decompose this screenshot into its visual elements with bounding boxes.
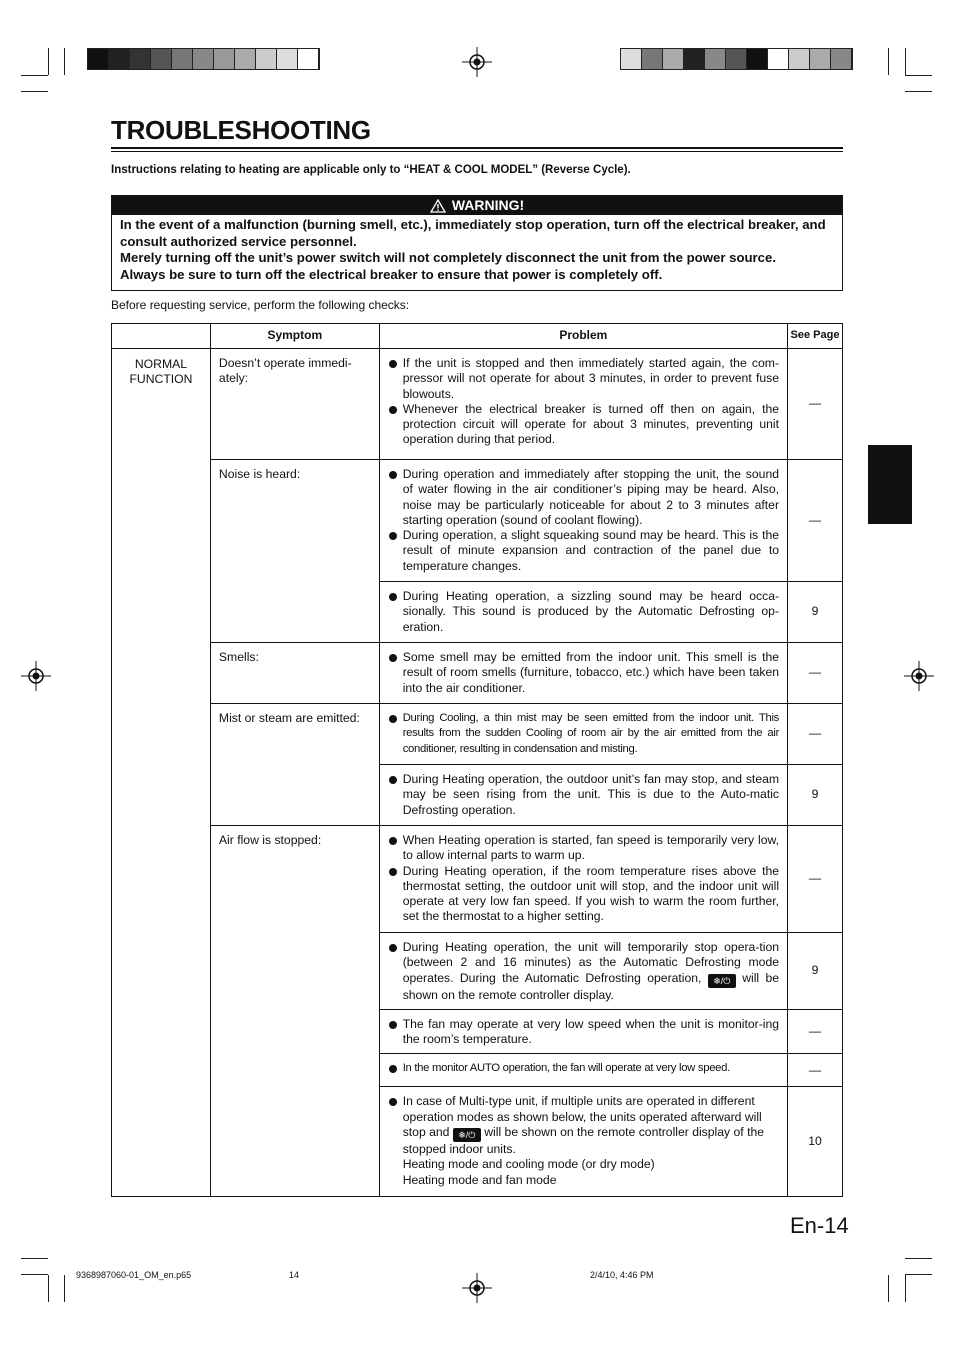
registration-mark-icon (462, 1273, 492, 1303)
problem-bullet: When Heating operation is started, fan speed is temporarily very low, to allow internal parts to warm up. (388, 833, 779, 864)
page-cell: — (788, 1009, 843, 1054)
category-cell: NORMAL FUNCTION (112, 349, 211, 1197)
crop-mark (21, 75, 48, 76)
problem-text: will be shown on the remote controller display. (402, 970, 780, 1002)
problem-text: will be shown on the remote controller display of the stopped indoor units. (402, 1125, 765, 1157)
problem-cell (379, 643, 787, 704)
troubleshooting-table (111, 323, 843, 1197)
defrost-indicator-icon: ❄/⏻ (708, 974, 736, 988)
page-title: TROUBLESHOOTING (111, 115, 371, 145)
problem-bullet (388, 1094, 779, 1157)
symptom-cell: Smells: (210, 643, 379, 704)
crop-mark (64, 48, 65, 75)
page-cell: — (788, 704, 843, 765)
symptom-cell: Mist or steam are emitted: (210, 704, 379, 826)
warning-triangle-icon (430, 199, 446, 213)
problem-bullet: The fan may operate at very low speed when the unit is monitor-ing the room’s temperature. (388, 1017, 779, 1048)
crop-mark (905, 75, 932, 76)
page-cell: — (788, 460, 843, 582)
page-cell: — (788, 643, 843, 704)
problem-bullet (388, 940, 779, 1003)
table-row (112, 643, 843, 704)
footer-date: 2/4/10, 4:46 PM (590, 1270, 654, 1280)
problem-cell (379, 1009, 787, 1054)
warning-line: In the event of a malfunction (burning smell, etc.), immediately stop operation, turn off the electrical breaker, and consult authorized service personnel. (120, 217, 826, 249)
page-cell: 9 (788, 765, 843, 826)
problem-bullet: During operation, a slight squeaking sound may be heard. This is the result of minute expansion and contraction of the panel due to temperature changes. (388, 528, 779, 574)
crop-mark (905, 1274, 932, 1275)
registration-mark-icon (21, 661, 51, 691)
problem-bullet: In the monitor AUTO operation, the fan will operate at very low speed. (388, 1061, 779, 1076)
title-rule-thin (111, 151, 843, 152)
crop-mark (48, 1275, 49, 1302)
crop-mark (905, 91, 932, 92)
problem-cell (379, 582, 787, 643)
symptom-cell: Noise is heard: (210, 460, 379, 643)
color-calibration-bar-right (620, 48, 853, 70)
before-service-text: Before requesting service, perform the following checks: (111, 298, 410, 312)
problem-cell (379, 933, 787, 1010)
warning-box (111, 195, 843, 291)
crop-mark (905, 48, 906, 75)
problem-text: During Heating operation, the unit will temporarily stop opera-tion (between 2 and 16 minutes) as the Automatic Defrosting mode operates. During the Automatic Defrosting operation, (402, 940, 780, 985)
problem-cell (379, 1087, 787, 1197)
warning-line: Always be sure to turn off the electrical breaker to ensure that power is completely off. (120, 266, 663, 282)
header-see-page: See Page (788, 324, 843, 349)
defrost-indicator-icon: ❄/⏻ (453, 1128, 481, 1142)
registration-mark-icon (904, 661, 934, 691)
page-cell: 10 (788, 1087, 843, 1197)
header-symptom: Symptom (210, 324, 379, 349)
warning-header (112, 196, 842, 215)
problem-bullet: During Heating operation, the outdoor unit’s fan may stop, and steam may be seen rising from the unit. This is due to the Auto-matic Defrosting operation. (388, 772, 779, 818)
page-cell: — (788, 349, 843, 460)
footer-file: 9368987060-01_OM_en.p65 (76, 1270, 192, 1280)
page-cell: 9 (788, 933, 843, 1010)
crop-mark (48, 48, 49, 75)
symptom-cell: Doesn’t operate immedi-ately: (210, 349, 379, 460)
page-cell: — (788, 1054, 843, 1087)
crop-mark (888, 1275, 889, 1302)
page-cell: — (788, 826, 843, 933)
header-problem: Problem (379, 324, 787, 349)
problem-bullet: During Heating operation, a sizzling sound may be heard occa-sionally. This sound is produced by the Automatic Defrosting op-eration. (388, 589, 779, 635)
crop-mark (21, 1274, 48, 1275)
crop-mark (905, 1258, 932, 1259)
problem-bullet: During operation and immediately after stopping the unit, the sound of water flowing in the air conditioner’s piping may be heard. Also, noise may be particularly noticeable for about 2 to 3 minutes after starting operation (sound of coolant flowing). (388, 467, 779, 528)
table-row (112, 704, 843, 765)
problem-bullet: Some smell may be emitted from the indoor unit. This smell is the result of room smells (furniture, tobacco, etc.) which have been taken into the air conditioner. (388, 650, 779, 696)
heat-model-note: Instructions relating to heating are applicable only to “HEAT & COOL MODEL” (Reverse Cycle). (111, 164, 631, 176)
problem-text: In case of Multi-type unit, if multiple units are operated in different operation modes as shown below, the units operated afterward will stop and (402, 1094, 762, 1140)
crop-mark (888, 48, 889, 75)
crop-mark (905, 1275, 906, 1302)
warning-line: Merely turning off the unit’s power switch will not completely disconnect the unit from the power source. (120, 250, 777, 266)
title-rule (111, 147, 843, 149)
problem-cell (379, 765, 787, 826)
warning-body (112, 215, 842, 283)
table-header-row (112, 324, 843, 349)
page-cell: 9 (788, 582, 843, 643)
crop-mark (21, 91, 48, 92)
table-row (112, 826, 843, 933)
color-calibration-bar-left (87, 48, 320, 70)
problem-cell (379, 826, 787, 933)
symptom-cell: Air flow is stopped: (210, 826, 379, 1197)
problem-bullet: During Heating operation, if the room temperature rises above the thermostat setting, the outdoor unit will stop, and the indoor unit will operate at very low fan speed. If you wish to warm the room further, set the thermostat to a higher setting. (388, 864, 779, 925)
problem-bullet: Whenever the electrical breaker is turned off then on again, the protection circuit will operate for about 3 minutes, preventing unit operation during that period. (388, 402, 779, 448)
problem-cell (379, 349, 787, 460)
table-row (112, 460, 843, 582)
footer-page: 14 (289, 1270, 300, 1280)
problem-cell (379, 704, 787, 765)
crop-mark (21, 1258, 48, 1259)
table-row (112, 349, 843, 460)
registration-mark-icon (462, 47, 492, 77)
problem-bullet: If the unit is stopped and then immediately started again, the com-pressor will not operate for about 3 minutes, in order to prevent fuse blowouts. (388, 356, 779, 402)
mode-combination: Heating mode and cooling mode (or dry mode) (402, 1157, 655, 1172)
problem-cell (379, 460, 787, 582)
mode-combination: Heating mode and fan mode (402, 1172, 557, 1187)
problem-bullet: During Cooling, a thin mist may be seen emitted from the indoor unit. This results from the sudden Cooling of room air by the air emitted from the air conditioner, resulting in condensation and misting. (388, 711, 779, 757)
warning-label: WARNING! (451, 197, 525, 213)
problem-cell (379, 1054, 787, 1087)
crop-mark (64, 1275, 65, 1302)
header-blank (112, 324, 211, 349)
page-number: En-14 (790, 1213, 849, 1238)
section-thumb-tab (868, 445, 912, 524)
